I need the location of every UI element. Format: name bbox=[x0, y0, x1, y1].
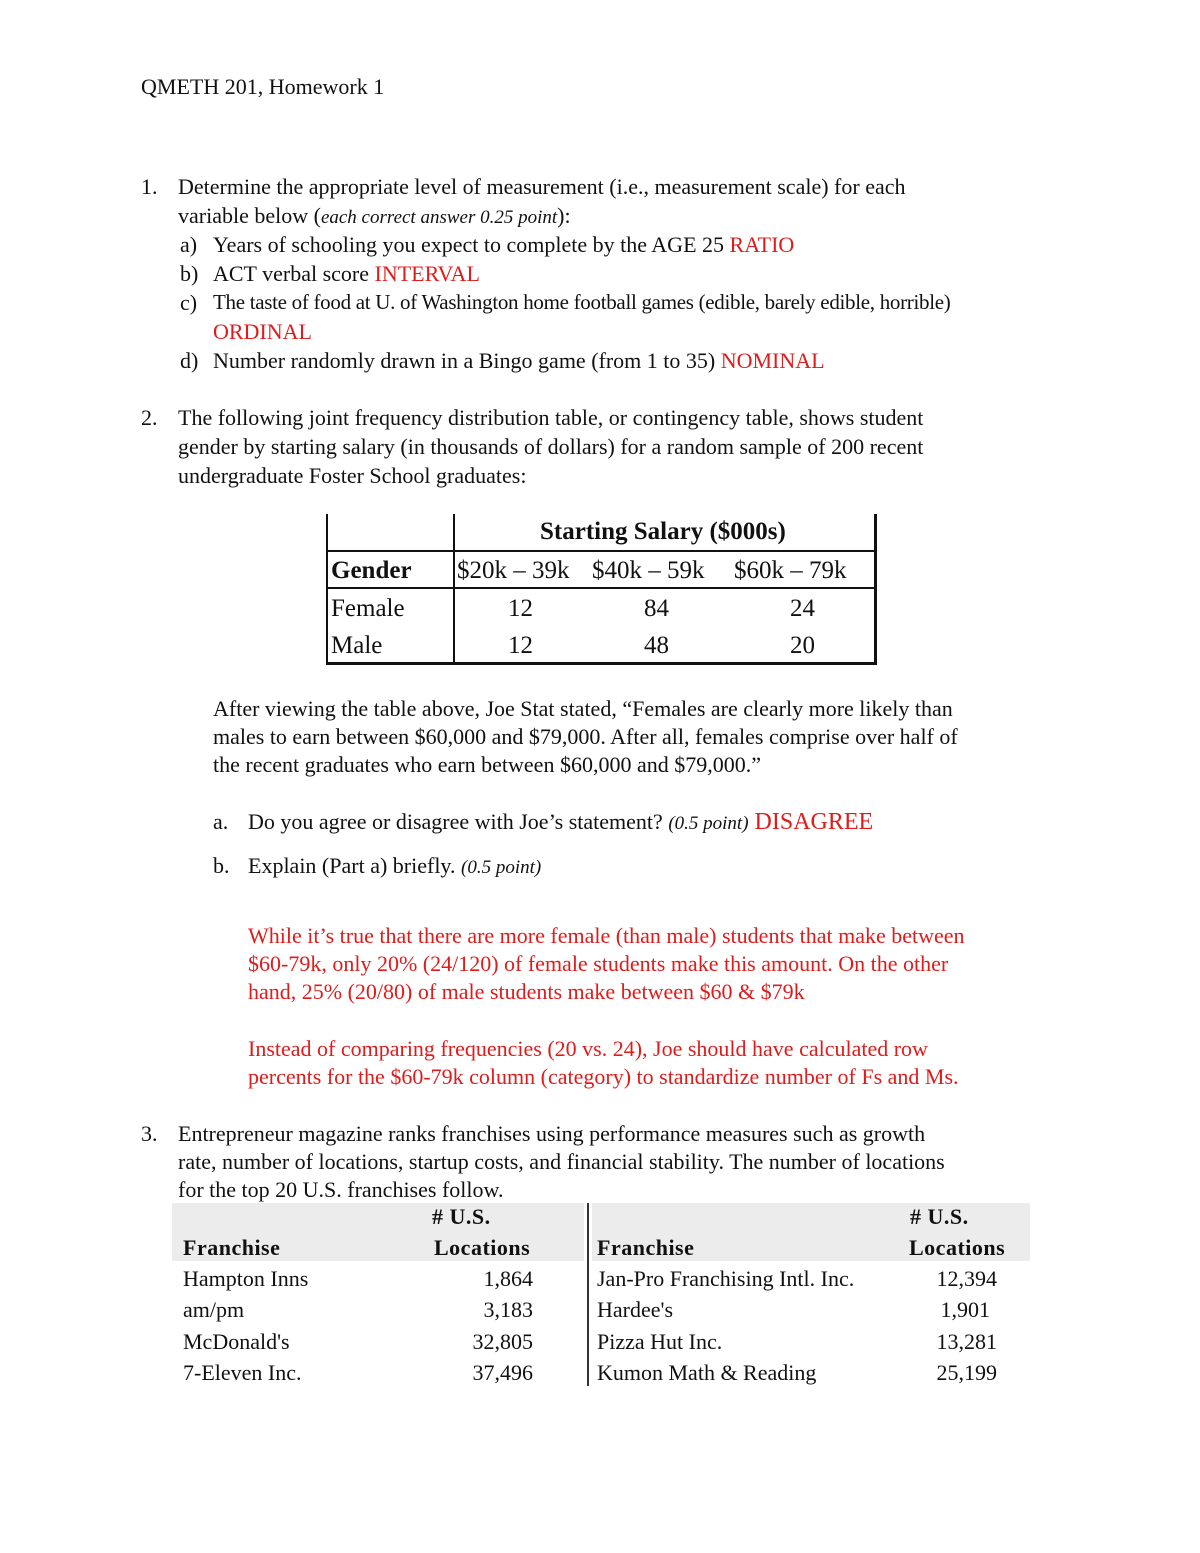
joe-statement-line-2: males to earn between $60,000 and $79,000. After all, females comprise over half of bbox=[213, 724, 958, 749]
q1-answer-a: RATIO bbox=[729, 232, 795, 257]
answer-p2-line-1: Instead of comparing frequencies (20 vs. 24), Joe should have calculated row bbox=[248, 1036, 928, 1061]
table-cell: 12 bbox=[508, 632, 533, 659]
header-locations-left: Locations bbox=[434, 1235, 531, 1260]
question-2-text-line-3: undergraduate Foster School graduates: bbox=[178, 463, 527, 488]
row-label-male: Male bbox=[331, 632, 383, 659]
franchise-locations: 13,281 bbox=[936, 1329, 997, 1354]
q1-item-label-a: a) bbox=[180, 232, 198, 257]
table-cell: 12 bbox=[508, 595, 533, 622]
table-cell: 24 bbox=[790, 595, 815, 622]
part-b-label: b. bbox=[213, 853, 230, 878]
franchise-table bbox=[172, 1203, 1030, 1393]
header-us-right: # U.S. bbox=[910, 1204, 969, 1229]
joe-statement-line-3: the recent graduates who earn between $60,000 and $79,000.” bbox=[213, 752, 761, 777]
part-a-text: Do you agree or disagree with Joe’s statement? (0.5 point) DISAGREE bbox=[248, 809, 874, 835]
franchise-name: Pizza Hut Inc. bbox=[597, 1329, 723, 1354]
franchise-name: Kumon Math & Reading bbox=[597, 1360, 817, 1385]
table-cell: 48 bbox=[644, 632, 669, 659]
question-2-number: 2. bbox=[141, 405, 158, 430]
table-cell: 20 bbox=[790, 632, 815, 659]
salary-contingency-table bbox=[326, 514, 877, 665]
franchise-name: Hampton Inns bbox=[183, 1266, 309, 1291]
franchise-name: Jan-Pro Franchising Intl. Inc. bbox=[597, 1266, 855, 1291]
franchise-name: 7-Eleven Inc. bbox=[183, 1360, 302, 1385]
header-franchise-left: Franchise bbox=[183, 1235, 281, 1260]
q1-item-label-c: c) bbox=[180, 290, 198, 315]
q1-item-label-d: d) bbox=[180, 348, 199, 373]
q1-answer-d: NOMINAL bbox=[720, 348, 825, 373]
franchise-locations: 32,805 bbox=[472, 1329, 533, 1354]
salary-super-header: Starting Salary ($000s) bbox=[540, 518, 786, 545]
question-3-text-line-1: Entrepreneur magazine ranks franchises using performance measures such as growth bbox=[178, 1121, 926, 1146]
q1-item-d: Number randomly drawn in a Bingo game (from 1 to 35) NOMINAL bbox=[213, 348, 825, 373]
joe-statement-line-1: After viewing the table above, Joe Stat stated, “Females are clearly more likely than bbox=[213, 696, 953, 721]
answer-p1-line-2: $60-79k, only 20% (24/120) of female students make this amount. On the other bbox=[248, 951, 949, 976]
question-3-number: 3. bbox=[141, 1121, 158, 1146]
franchise-locations: 25,199 bbox=[936, 1360, 997, 1385]
franchise-locations: 1,901 bbox=[940, 1297, 990, 1322]
part-a-label: a. bbox=[213, 809, 229, 834]
page-title: QMETH 201, Homework 1 bbox=[141, 74, 385, 99]
question-2-text-line-1: The following joint frequency distribution table, or contingency table, shows student bbox=[178, 405, 924, 430]
column-header-20-39k: $20k – 39k bbox=[457, 557, 570, 584]
column-header-60-79k: $60k – 79k bbox=[734, 557, 847, 584]
gender-header: Gender bbox=[331, 557, 412, 584]
header-franchise-right: Franchise bbox=[597, 1235, 695, 1260]
column-header-40-59k: $40k – 59k bbox=[592, 557, 705, 584]
header-locations-right: Locations bbox=[909, 1235, 1006, 1260]
franchise-name: McDonald's bbox=[183, 1329, 290, 1354]
franchise-name: am/pm bbox=[183, 1297, 245, 1322]
franchise-locations: 1,864 bbox=[483, 1266, 533, 1291]
answer-p1-line-3: hand, 25% (20/80) of male students make between $60 & $79k bbox=[248, 979, 805, 1004]
franchise-locations: 37,496 bbox=[472, 1360, 533, 1385]
part-a-answer: DISAGREE bbox=[748, 809, 874, 835]
question-1-text-line-2: variable below (each correct answer 0.25 point): bbox=[178, 203, 571, 228]
question-2-text-line-2: gender by starting salary (in thousands of dollars) for a random sample of 200 recent bbox=[178, 434, 924, 459]
table-cell: 84 bbox=[644, 595, 669, 622]
q1-answer-b: INTERVAL bbox=[374, 261, 480, 286]
answer-p2-line-2: percents for the $60-79k column (category) to standardize number of Fs and Ms. bbox=[248, 1064, 959, 1089]
franchise-locations: 3,183 bbox=[483, 1297, 533, 1322]
header-us-left: # U.S. bbox=[432, 1204, 491, 1229]
q1-item-label-b: b) bbox=[180, 261, 199, 286]
franchise-locations: 12,394 bbox=[936, 1266, 997, 1291]
q1-item-b: ACT verbal score INTERVAL bbox=[213, 261, 480, 286]
question-3-text-line-3: for the top 20 U.S. franchises follow. bbox=[178, 1177, 504, 1202]
question-1-number: 1. bbox=[141, 174, 158, 199]
row-label-female: Female bbox=[331, 595, 405, 622]
question-3-text-line-2: rate, number of locations, startup costs, and financial stability. The number of locations bbox=[178, 1149, 945, 1174]
q1-item-c: The taste of food at U. of Washington home football games (edible, barely edible, horrible) bbox=[213, 290, 951, 314]
answer-p1-line-1: While it’s true that there are more female (than male) students that make between bbox=[248, 923, 965, 948]
q1-item-a: Years of schooling you expect to complete by the AGE 25 RATIO bbox=[213, 232, 795, 257]
question-1-text-line-1: Determine the appropriate level of measurement (i.e., measurement scale) for each bbox=[178, 174, 906, 199]
franchise-name: Hardee's bbox=[597, 1297, 674, 1322]
q1-answer-c: ORDINAL bbox=[213, 319, 312, 344]
part-b-text: Explain (Part a) briefly. (0.5 point) bbox=[248, 853, 542, 878]
